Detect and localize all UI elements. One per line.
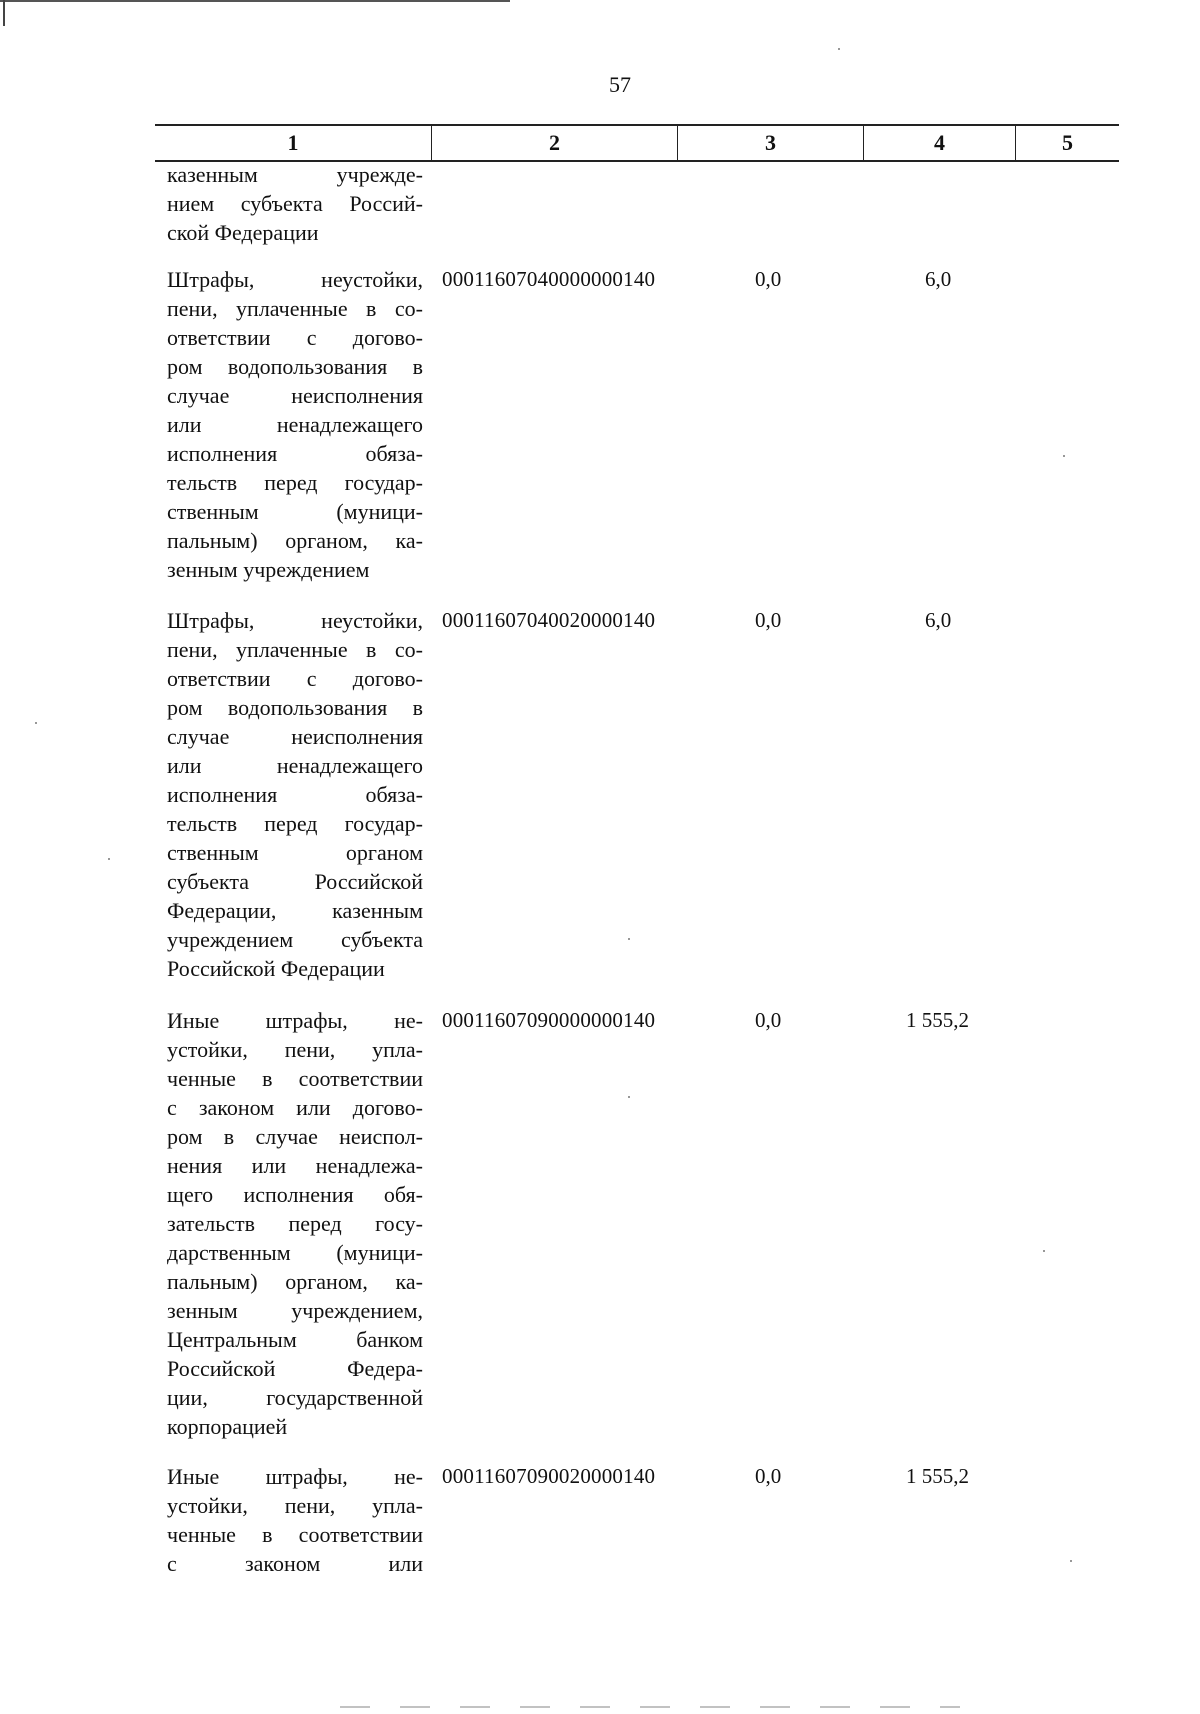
budget-code: 00011607090000000140 <box>442 1008 656 1032</box>
text-line: ром водопользования в <box>167 354 423 379</box>
text-line: казенным учрежде- <box>167 162 423 187</box>
scan-speck <box>1043 1250 1045 1252</box>
scan-speck <box>108 858 110 860</box>
column-header-3: 3 <box>765 130 776 155</box>
text-line: Российской Федерации <box>167 956 385 981</box>
text-line: зенным учреждением <box>167 557 370 582</box>
text-line: Федерации, казенным <box>167 898 423 923</box>
text-line: ственным органом <box>167 840 423 865</box>
text-line: или ненадлежащего <box>167 753 423 778</box>
scan-speck <box>838 48 840 50</box>
scan-edge-mark <box>3 0 5 26</box>
text-line: ственным (муници- <box>167 499 423 524</box>
text-line: ской Федерации <box>167 220 319 245</box>
text-line: ченные в соответствии <box>167 1066 423 1091</box>
text-line: устойки, пени, упла- <box>167 1037 423 1062</box>
text-line: с законом или <box>167 1551 423 1576</box>
row-continuation-description <box>167 160 423 247</box>
scan-edge-line <box>0 0 510 2</box>
text-line: учреждением субъекта <box>167 927 423 952</box>
text-line: или ненадлежащего <box>167 412 423 437</box>
text-line: субъекта Российской <box>167 869 423 894</box>
scan-speck <box>628 938 630 940</box>
value-col4: 6,0 <box>925 267 952 291</box>
table-header <box>155 124 1119 162</box>
budget-code: 00011607090020000140 <box>442 1464 656 1488</box>
text-line: пени, уплаченные в со- <box>167 637 423 662</box>
scan-speck <box>35 722 37 724</box>
row-description <box>167 1006 423 1441</box>
text-line: пальным) органом, ка- <box>167 528 423 553</box>
column-header-5: 5 <box>1062 130 1073 155</box>
value-col4: 1 555,2 <box>906 1464 969 1488</box>
text-line: исполнения обяза- <box>167 782 423 807</box>
row-description <box>167 265 423 584</box>
text-line: случае неисполнения <box>167 383 423 408</box>
text-line: нием субъекта Россий- <box>167 191 423 216</box>
budget-code: 00011607040000000140 <box>442 267 656 291</box>
value-col4: 1 555,2 <box>906 1008 969 1032</box>
page-number: 57 <box>609 72 631 97</box>
text-line: исполнения обяза- <box>167 441 423 466</box>
text-line: пени, уплаченные в со- <box>167 296 423 321</box>
text-line: Российской Федера- <box>167 1356 423 1381</box>
scan-edge-line <box>340 1706 960 1708</box>
text-line: ции, государственной <box>167 1385 423 1410</box>
text-line: тельств перед государ- <box>167 811 423 836</box>
value-col4: 6,0 <box>925 608 952 632</box>
value-col3: 0,0 <box>755 267 782 291</box>
row-description <box>167 606 423 983</box>
text-line: зенным учреждением, <box>167 1298 423 1323</box>
scan-speck <box>628 1096 630 1098</box>
column-header-2: 2 <box>549 130 560 155</box>
text-line: ответствии с догово- <box>167 325 423 350</box>
budget-code: 00011607040020000140 <box>442 608 656 632</box>
text-line: ченные в соответствии <box>167 1522 423 1547</box>
text-line: с законом или догово- <box>167 1095 423 1120</box>
text-line: Иные штрафы, не- <box>167 1008 423 1033</box>
value-col3: 0,0 <box>755 608 782 632</box>
text-line: ром водопользования в <box>167 695 423 720</box>
text-line: Штрафы, неустойки, <box>167 608 423 633</box>
text-line: устойки, пени, упла- <box>167 1493 423 1518</box>
text-line: ром в случае неиспол- <box>167 1124 423 1149</box>
text-line: Центральным банком <box>167 1327 423 1352</box>
text-line: ответствии с догово- <box>167 666 423 691</box>
column-header-1: 1 <box>287 130 299 155</box>
text-line: корпорацией <box>167 1414 288 1439</box>
text-line: пальным) органом, ка- <box>167 1269 423 1294</box>
text-line: щего исполнения обя- <box>167 1182 423 1207</box>
text-line: зательств перед госу- <box>167 1211 423 1236</box>
text-line: дарственным (муници- <box>167 1240 423 1265</box>
row-description <box>167 1462 423 1578</box>
value-col3: 0,0 <box>755 1464 782 1488</box>
text-line: нения или ненадлежа- <box>167 1153 423 1178</box>
text-line: Иные штрафы, не- <box>167 1464 423 1489</box>
text-line: тельств перед государ- <box>167 470 423 495</box>
text-line: случае неисполнения <box>167 724 423 749</box>
text-line: Штрафы, неустойки, <box>167 267 423 292</box>
value-col3: 0,0 <box>755 1008 782 1032</box>
scan-speck <box>1063 455 1065 457</box>
scan-speck <box>1070 1560 1072 1562</box>
column-header-4: 4 <box>934 130 945 155</box>
